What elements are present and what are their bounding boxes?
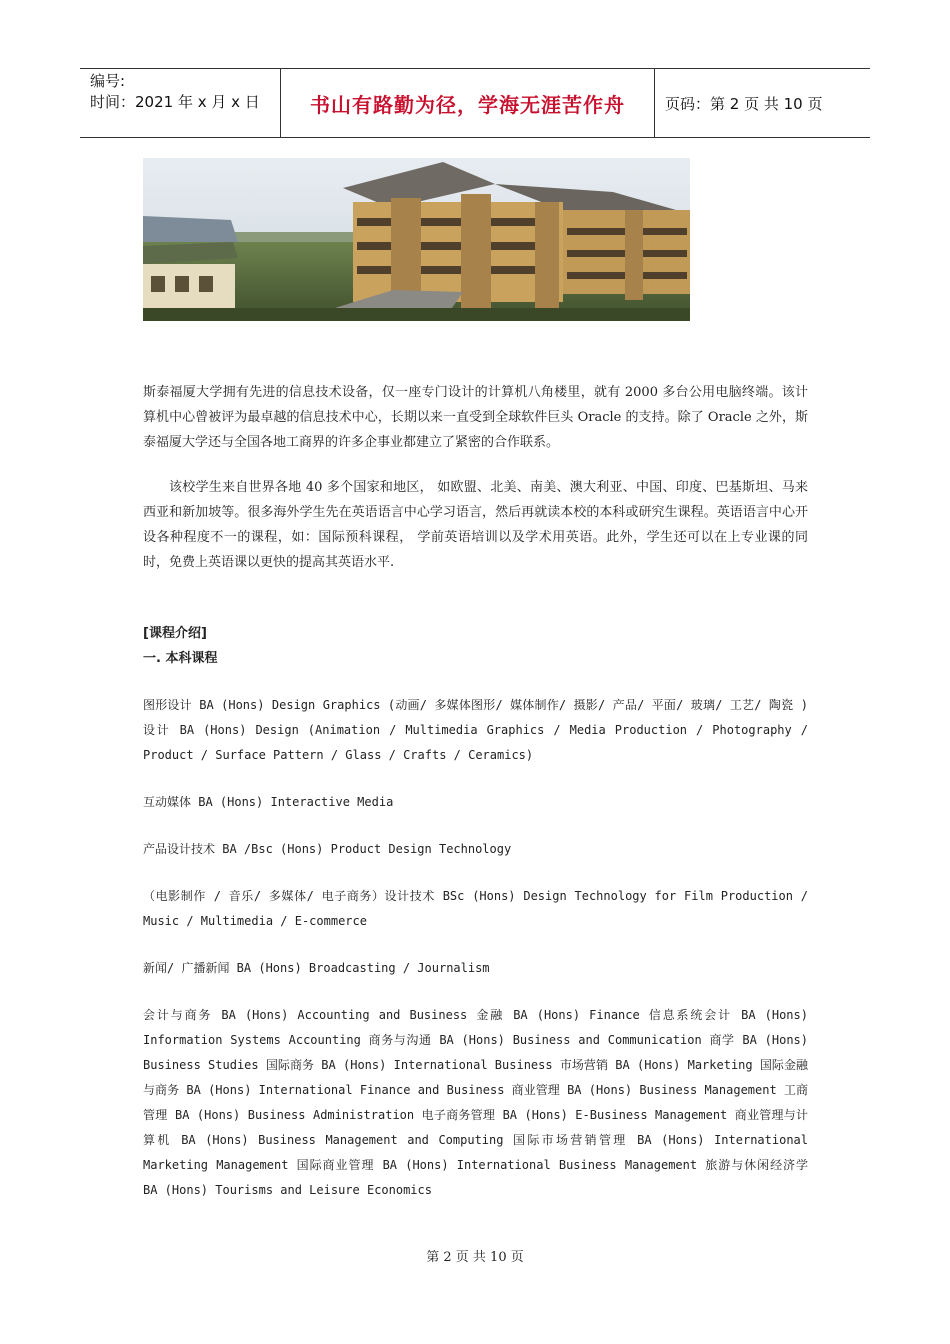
main-content bbox=[143, 380, 808, 1203]
section-title: [课程介绍] bbox=[143, 626, 207, 641]
course-item: （电影制作 / 音乐/ 多媒体/ 电子商务）设计技术 BSc (Hons) Design Technology for Film Production / Music / Multimedia / E-commerce bbox=[143, 889, 808, 928]
footer-page-number: 第 2 页 共 10 页 bbox=[426, 1250, 524, 1265]
page-info-text: 页码：第 2 页 共 10 页 bbox=[665, 94, 823, 113]
page-footer bbox=[0, 1246, 950, 1265]
header-motto-cell bbox=[281, 69, 655, 137]
intro-paragraph-2: 该校学生来自世界各地 40 多个国家和地区， 如欧盟、北美、南美、澳大利亚、中国、印度、巴基斯坦、马来西亚和新加坡等。很多海外学生先在英语语言中心学习语言，然后再就读本校的本科或研究生课程。英语语言中心开设各种程度不一的课程，如：国际预科课程， 学前英语培训以及学术用英语。此外，学生还可以在上专业课的同时，免费上英语课以更快的提高其英语水平. bbox=[143, 480, 808, 570]
intro-paragraph-1: 斯泰福厦大学拥有先进的信息技术设备，仅一座专门设计的计算机八角楼里，就有 2000 多台公用电脑终端。该计算机中心曾被评为最卓越的信息技术中心，长期以来一直受到全球软件巨头 Oracle 的支持。除了 Oracle 之外，斯泰福厦大学还与全国各地工商界的许多企事业都建立了紧密的合作联系。 bbox=[143, 385, 808, 450]
course-item: 会计与商务 BA (Hons) Accounting and Business 金融 BA (Hons) Finance 信息系统会计 BA (Hons) Information Systems Accounting 商务与沟通 BA (Hons) Business and Communication 商学 BA (Hons) Business Studies 国际商务 BA (Hons) International Business 市场营销 BA (Hons) Marketing 国际金融与商务 BA (Hons) International Finance and Business 商业管理 BA (Hons) Business Management 工商管理 BA (Hons) Business Administration 电子商务管理 BA (Hons) E-Business Management 商业管理与计算机 BA (Hons) Business Management and Computing 国际市场营销管理 BA (Hons) International Marketing Management 国际商业管理 BA (Hons) International Business Management 旅游与休闲经济学 BA (Hons) Tourisms and Leisure Economics bbox=[143, 1008, 808, 1197]
course-item: 产品设计技术 BA /Bsc (Hons) Product Design Technology bbox=[143, 842, 512, 856]
course-item: 图形设计 BA (Hons) Design Graphics (动画/ 多媒体图形/ 媒体制作/ 摄影/ 产品/ 平面/ 玻璃/ 工艺/ 陶瓷 ) 设计 BA (Hons) Design (Animation / Multimedia Graphics / Media Production / Photography / Product / Surface Pattern / Glass / Crafts / Ceramics) bbox=[143, 698, 808, 762]
header-motto: 书山有路勤为径，学海无涯苦作舟 bbox=[310, 92, 625, 117]
course-item: 新闻/ 广播新闻 BA (Hons) Broadcasting / Journalism bbox=[143, 961, 490, 975]
subsection-title: 一. 本科课程 bbox=[143, 651, 218, 666]
document-header bbox=[80, 68, 870, 138]
header-meta bbox=[80, 69, 281, 137]
document-number-label: 编号: bbox=[90, 72, 126, 90]
campus-building-photo bbox=[143, 158, 690, 321]
course-item: 互动媒体 BA (Hons) Interactive Media bbox=[143, 795, 394, 809]
document-date: 时间：2021 年 x 月 x 日 bbox=[90, 93, 260, 111]
header-page-info bbox=[655, 69, 870, 137]
